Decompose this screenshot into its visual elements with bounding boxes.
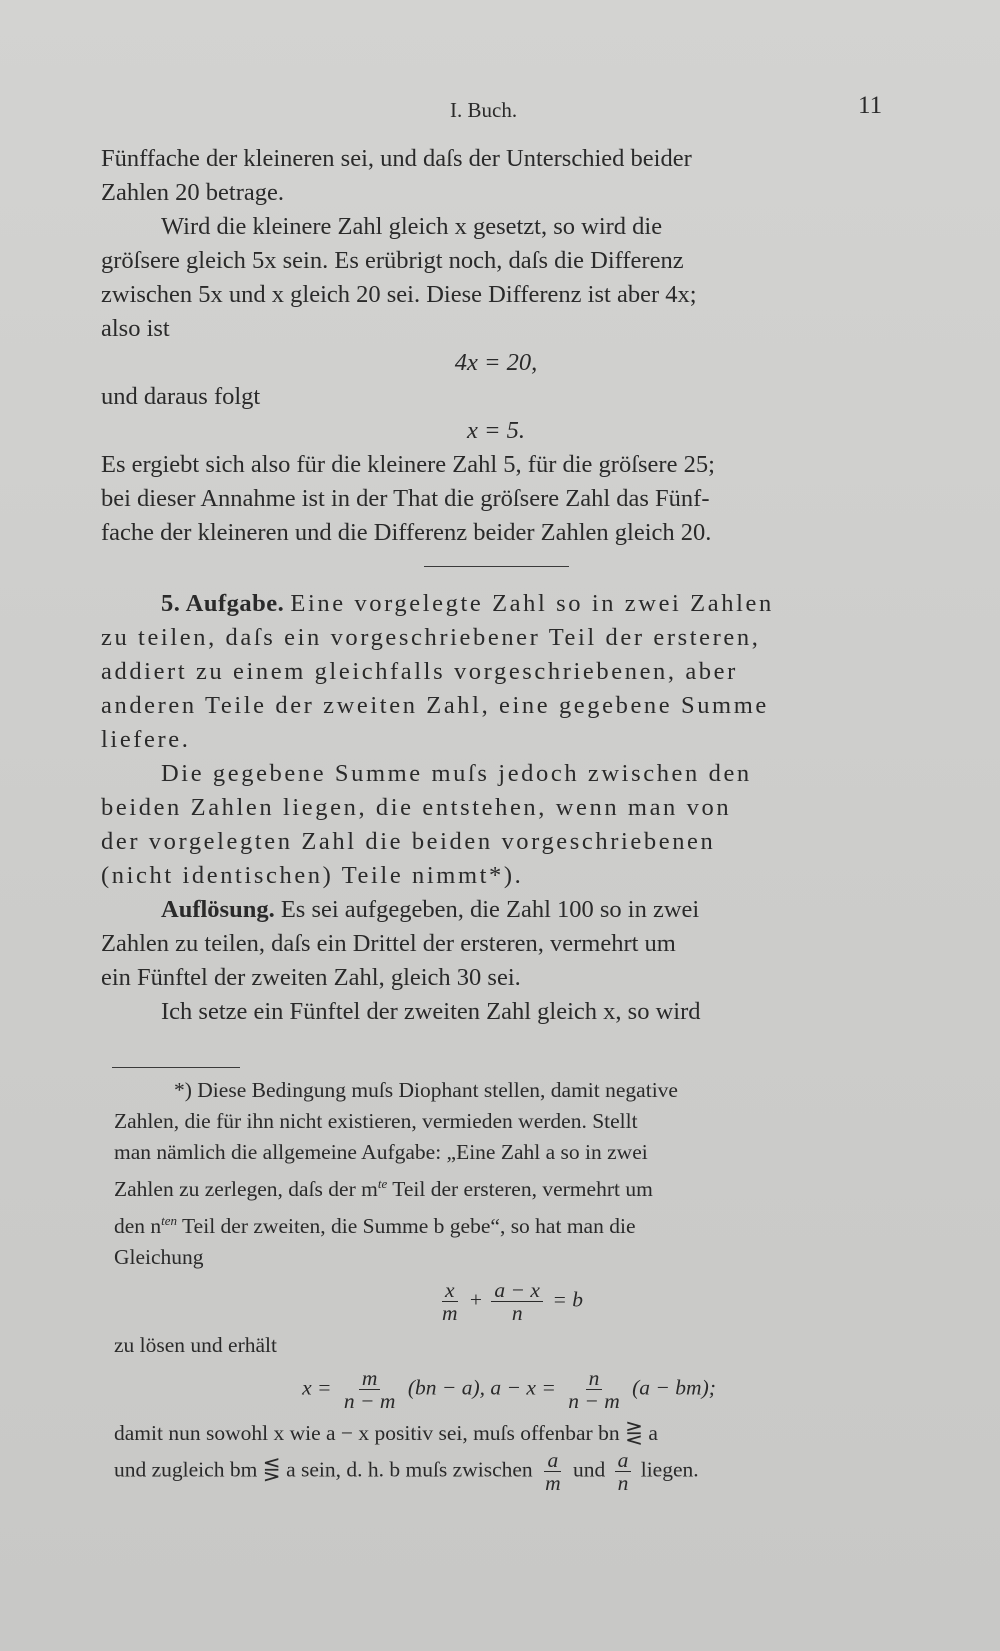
footnote-line: zu lösen und erhält: [114, 1333, 277, 1358]
text-line: Zahlen 20 betrage.: [101, 179, 284, 206]
page-number: 11: [858, 92, 883, 119]
text-line: Die gegebene Summe muſs jedoch zwischen den: [161, 760, 752, 787]
text-line: gröſsere gleich 5x sein. Es erübrigt noch, daſs die Differenz: [101, 247, 684, 274]
page-header: [0, 92, 1000, 128]
solution-heading: Auflösung.: [161, 896, 275, 923]
text-line: ein Fünftel der zweiten Zahl, gleich 30 sei.: [101, 964, 521, 991]
footnote-line: und zugleich bm ⋚ a sein, d. h. b muſs zwischen $\frac{a}{m}$ und $\frac{a}{n}$ liegen.: [114, 1448, 699, 1496]
text-line: Eine vorgelegte Zahl so in zwei Zahlen: [290, 590, 774, 617]
text-line: Wird die kleinere Zahl gleich x gesetzt, so wird die: [161, 213, 663, 240]
running-title: I. Buch.: [450, 98, 518, 122]
section-divider: [424, 566, 569, 567]
footnote-line: Zahlen, die für ihn nicht existieren, vermieden werden. Stellt: [114, 1109, 638, 1133]
paragraph-2: [101, 210, 891, 346]
text-line: (nicht identischen) Teile nimmt*).: [101, 862, 524, 889]
text-line: anderen Teile der zweiten Zahl, eine gegebene Summe: [101, 692, 769, 719]
text-line: zwischen 5x und x gleich 20 sei. Diese Differenz ist aber 4x;: [101, 281, 697, 308]
equation-x: x = 5.: [466, 417, 526, 444]
task-5: [101, 587, 891, 757]
footnote-equation-2: x = $\frac{m}{n - m}$ (bn − a), a − x = $\frac{n}{n - m}$ (a − bm);: [302, 1366, 716, 1414]
text-line: Es sei aufgegeben, die Zahl 100 so in zwei: [280, 896, 700, 923]
solution: [101, 893, 891, 1029]
task-condition: [101, 757, 891, 893]
text-line: Fünffache der kleineren sei, und daſs der Unterschied beider: [101, 145, 692, 172]
text-line: addiert zu einem gleichfalls vorgeschriebenen, aber: [101, 658, 738, 685]
footnote-line: Gleichung: [114, 1245, 204, 1270]
text-line: Ich setze ein Fünftel der zweiten Zahl gleich x, so wird: [161, 998, 701, 1025]
text-line: bei dieser Annahme ist in der That die gröſsere Zahl das Fünf-: [101, 485, 710, 512]
footnote-line: damit nun sowohl x wie a − x positiv sei, muſs offenbar bn ⋛ a: [114, 1421, 658, 1446]
footnote: [114, 1075, 904, 1494]
footnote-line: Zahlen zu zerlegen, daſs der $m^{te}$ Teil der ersteren, vermehrt um: [114, 1176, 653, 1202]
paragraph-1: [101, 142, 891, 210]
text-line: Zahlen zu teilen, daſs ein Drittel der ersteren, vermehrt um: [101, 930, 676, 957]
text-line: und daraus folgt: [101, 383, 261, 410]
text-line: liefere.: [101, 726, 191, 753]
text-line: also ist: [101, 315, 170, 342]
task-heading: 5. Aufgabe.: [161, 590, 285, 617]
text-line: beiden Zahlen liegen, die entstehen, wenn man von: [101, 794, 732, 821]
text-line: der vorgelegten Zahl die beiden vorgeschriebenen: [101, 828, 716, 855]
text-line: Es ergiebt sich also für die kleinere Zahl 5, für die gröſsere 25;: [101, 451, 715, 478]
footnote-divider: [112, 1067, 240, 1068]
paragraph-4: [101, 448, 891, 550]
main-text: [101, 142, 891, 1029]
equation-4x: 4x = 20,: [454, 349, 538, 376]
footnote-line: den $n^{ten}$ Teil der zweiten, die Summe b gebe“, so hat man die: [114, 1213, 636, 1239]
footnote-line: man nämlich die allgemeine Aufgabe: „Eine Zahl a so in zwei: [114, 1140, 648, 1164]
footnote-equation-1: $\frac{x}{m}$ + $\frac{a - x}{n}$ = b: [442, 1278, 583, 1326]
text-line: zu teilen, daſs ein vorgeschriebener Teil der ersteren,: [101, 624, 761, 651]
text-line: fache der kleineren und die Differenz beider Zahlen gleich 20.: [101, 519, 712, 546]
footnote-line: *) Diese Bedingung muſs Diophant stellen, damit negative: [174, 1078, 678, 1102]
